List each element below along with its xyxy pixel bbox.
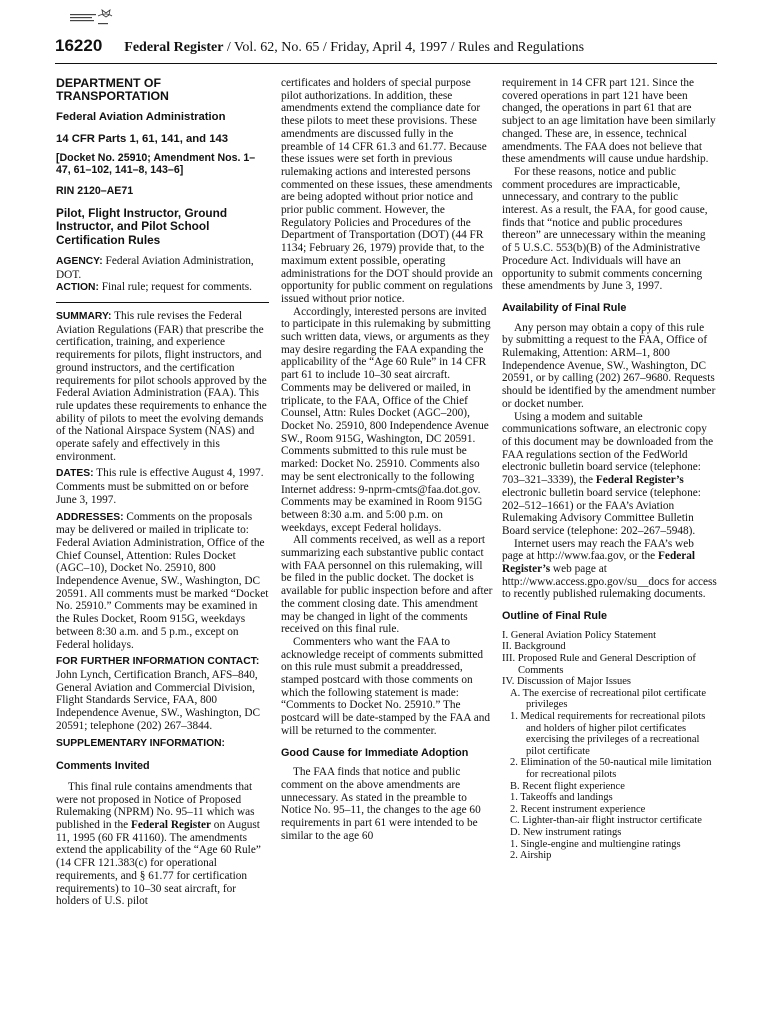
outline-list [502, 630, 717, 862]
publication-name: Federal Register [124, 40, 224, 55]
outline-item: I. General Aviation Policy Statement [502, 629, 657, 641]
paragraph: All comments received, as well as a report summarizing each substantive public contact with FAA personnel on this rulemaking, will be filed in the public docket. The docket is available for public inspection before and after the comment closing date. This amendment may be changed in light of the comments received on this final rule. [281, 534, 493, 636]
rule-title: Pilot, Flight Instructor, Ground Instructor, and Pilot School Certification Rules [56, 205, 228, 248]
header-rule [55, 63, 717, 64]
column-2 [281, 77, 493, 842]
addresses-paragraph: ADDRESSES: Comments on the proposals may be delivered or mailed in triplicate to: Federal Aviation Administration, Office of the Chief Counsel, Attention: Rules Docket (AGC–10), Docket No. 25910, 800 Independence Avenue, SW., Washington, DC 20591. All comments must be marked “Docket No. 25910.” Comments may be examined in the Rules Docket, Room 915G, weekdays between 8:30 a.m. and 5 p.m., except on Federal holidays. [56, 510, 269, 651]
page-number: 16220 [55, 36, 103, 55]
action-line: ACTION: Final rule; request for comments. [56, 281, 253, 294]
column-1 [56, 77, 269, 908]
docket-number: [Docket No. 25910; Amendment Nos. 1–47, 61–102, 141–8, 143–6] [56, 151, 256, 177]
paragraph: certificates and holders of special purpose pilot authorizations. In addition, these amendments extend the compliance date for these pilots to meet these provisions. These amendments are discussed fully in the preamble of 14 CFR 61.3 and 61.77. Because these issues were set forth in previous rulemaking actions and interested persons commented on these issues, these amendments are being adopted without prior notice and prior public comment. However, the Regulatory Policies and Procedures of the Department of Transportation (DOT) (44 FR 1134; February 26, 1979) provide that, to the maximum extent possible, operating administrations for the DOT should provide an opportunity for public comment on regulations issued without prior notice. [281, 77, 493, 305]
outline-item: IV. Discussion of Major Issues [502, 676, 632, 688]
supplementary-label: SUPPLEMENTARY INFORMATION: [56, 737, 225, 749]
outline-item: 2. Elimination of the 50-nautical mile limitation for recreational pilots [510, 757, 712, 780]
paragraph: For these reasons, notice and public comment procedures are impracticable, unnecessary, and contrary to the public interest. As a result, the FAA, for good cause, finds that “notice and public procedures thereon” are unnecessary within the meaning of 5 U.S.C. 553(b)(B) of the Administrative Procedure Act. Individuals will have an opportunity to submit comments concerning these amendments by June 3, 1997. [502, 165, 708, 293]
publication-date: Friday, April 4, 1997 [330, 40, 448, 55]
cfr-parts: 14 CFR Parts 1, 61, 141, and 143 [56, 133, 229, 146]
dates-paragraph: DATES: This rule is effective August 4, 1997. Comments must be submitted on or before June 3, 1997. [56, 467, 264, 506]
outline-item: III. Proposed Rule and General Description of Comments [502, 653, 696, 676]
outline-item: 1. Medical requirements for recreational pilots and holders of higher pilot certificates exercising the privileges of a recreational pilot certificate [510, 710, 706, 757]
paragraph: Accordingly, interested persons are invited to participate in this rulemaking by submitting such written data, views, or arguments as they may desire regarding the FAA expanding the applicability of the “Age 60 Rule” in 14 CFR part 61 to include 10–30 seat aircraft. Comments may be delivered or mailed, in triplicate, to the FAA, Office of the Chief Counsel, Attn: Rules Docket (AGC–200), Docket No. 25910, 800 Independence Avenue SW., Room 915G, Washington, DC 20591. Comments submitted to this rule must be marked: Docket No. 25910. Comments also may be sent electronically to the following Internet address: 9-nprm-cmts@faa.dot.gov. Comments may be examined in Room 915G between 8:30 a.m. and 5:00 p.m. on weekdays, except Federal holidays. [281, 305, 491, 534]
outline-item: B. Recent flight experience [510, 780, 625, 792]
paragraph: The FAA finds that notice and public comment on the above amendments are unnecessary. As stated in the preamble to Notice No. 95–11, the changes to the age 60 requirements in part 61 were intended to be similar to the age 60 [281, 766, 481, 842]
department-heading: DEPARTMENT OF TRANSPORTATION [56, 76, 169, 103]
agency-heading: Federal Aviation Administration [56, 111, 226, 124]
outline-item: 1. Single-engine and multiengine ratings [510, 838, 681, 850]
paragraph: Commenters who want the FAA to acknowledge receipt of comments submitted on this rule must submit a preaddressed, stamped postcard with those comments on which the following statement is made: “Comments to Docket No. 25910.” The postcard will be date-stamped by the FAA and will be returned to the commenter. [281, 635, 491, 737]
good-cause-heading: Good Cause for Immediate Adoption [281, 746, 469, 759]
paragraph: requirement in 14 CFR part 121. Since the covered operations in part 121 have been changed, the operations in part 61 that are subject to an age limitation have been similarly changed. These are, in essence, technical amendments. The FAA does not believe that these amendments will cause undue hardship. [502, 77, 716, 166]
volume-issue: Vol. 62, No. 65 [234, 40, 320, 55]
paragraph: Internet users may reach the FAA’s web page at http://www.faa.gov, or the Federal Register’s web page at http://www.access.gpo.gov/su__docs for access to recently published rulemaking documents. [502, 537, 717, 601]
outline-item: A. The exercise of recreational pilot certificate privileges [510, 687, 706, 711]
outline-item: II. Background [502, 641, 566, 653]
outline-item: 2. Airship [510, 850, 552, 862]
gpo-authentication-seal [68, 6, 118, 34]
running-header: 16220 Federal Register / Vol. 62, No. 65 / Friday, April 4, 1997 / Rules and Regulations [55, 36, 585, 55]
outline-heading: Outline of Final Rule [502, 610, 607, 623]
comments-invited-heading: Comments Invited [56, 760, 150, 773]
comments-invited-paragraph: This final rule contains amendments that were not proposed in Notice of Proposed Rulemaking (NPRM) No. 95–11 which was published in the Federal Register on August 11, 1995 (60 FR 41160). The amendments extend the applicability of the “Age 60 Rule” (14 CFR 121.383(c) for operational requirements, and § 61.77 for certification requirements) to 10–30 seat aircraft, for holders of U.S. pilot [56, 780, 261, 908]
column-3 [502, 77, 717, 862]
section-name: Rules and Regulations [458, 40, 585, 55]
rin-number: RIN 2120–AE71 [56, 184, 134, 197]
summary-paragraph: SUMMARY: This rule revises the Federal Aviation Regulations (FAR) that prescribe the certification, training, and experience requirements for pilots, flight instructors, and ground instructors, and the certification requirements for pilot schools approved by the Federal Aviation Administration (FAA). This rule updates these requirements to enhance the ability of pilots to meet the evolving demands of the National Airspace System (NAS) and operate safely and effectively in this environment. [56, 310, 267, 463]
outline-item: 2. Recent instrument experience [510, 803, 646, 815]
paragraph: Any person may obtain a copy of this rule by submitting a request to the FAA, Office of Rulemaking, Attention: ARM–1, 800 Independence Avenue, SW., Washington, DC 20591, or by calling (202) 267–9680. Requests should be identified by the amendment number or docket number. [502, 321, 716, 410]
contact-paragraph: FOR FURTHER INFORMATION CONTACT: John Lynch, Certification Branch, AFS–840, General Aviation and Commercial Division, Flight Standards Service, FAA, 800 Independence Avenue, SW., Washington, DC 20591; telephone (202) 267–3844. [56, 656, 261, 732]
availability-heading: Availability of Final Rule [502, 301, 627, 314]
outline-item: C. Lighter-than-air flight instructor certificate [510, 815, 702, 827]
divider [56, 302, 269, 303]
paragraph: Using a modem and suitable communications software, an electronic copy of this document may be downloaded from the FAA regulations section of the FedWorld electronic bulletin board service (telephone: 703–321–3339), the Federal Register’s electronic bulletin board service (telephone: 202–512–1661) or the FAA’s Aviation Rulemaking Advisory Committee Bulletin Board service (telephone: 202–267–5948). [502, 410, 714, 537]
outline-item: 1. Takeoffs and landings [510, 792, 613, 804]
outline-item: D. New instrument ratings [510, 826, 622, 838]
agency-line: AGENCY: Federal Aviation Administration, DOT. [56, 254, 254, 281]
